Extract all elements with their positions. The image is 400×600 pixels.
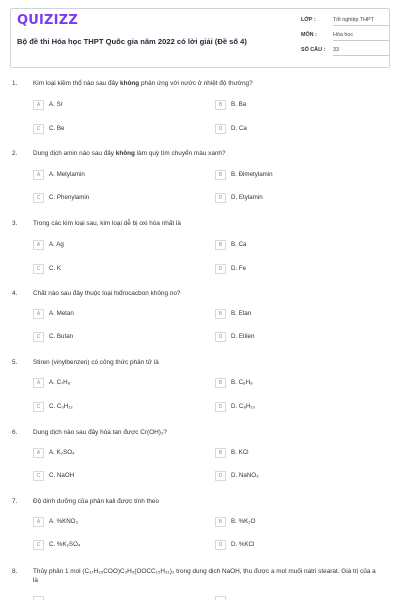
option-text: D. Etylamin <box>231 194 263 201</box>
option-badge-placeholder <box>33 596 44 600</box>
option-b[interactable] <box>215 378 375 392</box>
option-letter-badge: A <box>33 309 44 319</box>
quizizz-logo: QUIZIZZ <box>17 13 78 28</box>
option-letter-badge: B <box>215 309 226 319</box>
option-badge-placeholder <box>215 596 226 600</box>
option-b[interactable] <box>215 100 375 114</box>
option-c[interactable] <box>33 124 193 138</box>
option-letter-badge: D <box>215 264 226 274</box>
option-letter-badge: A <box>33 378 44 388</box>
option-d[interactable] <box>215 332 375 346</box>
option-a[interactable] <box>33 309 193 323</box>
option-c[interactable] <box>33 332 193 346</box>
option-letter-badge: B <box>215 517 226 527</box>
meta-key-subject: MÔN : <box>301 32 317 38</box>
option-d[interactable] <box>215 402 375 416</box>
question-text: Trong các kim loại sau, kim loại dễ bị oxi hóa nhất là <box>33 220 181 227</box>
option-letter-badge: C <box>33 193 44 203</box>
option-text: D. Etilen <box>231 333 255 340</box>
option-b[interactable] <box>215 170 375 184</box>
option-text: C. NaOH <box>49 472 75 479</box>
option-b[interactable] <box>215 448 375 462</box>
option-b[interactable] <box>215 309 375 323</box>
option-text: C. K <box>49 265 62 272</box>
option-text: B. %K₂O <box>231 518 256 525</box>
option-d[interactable] <box>215 193 375 207</box>
option-letter-badge: B <box>215 240 226 250</box>
option-text: C. Be <box>49 125 65 132</box>
meta-value-count: 33 <box>333 47 389 56</box>
worksheet-header <box>10 8 390 68</box>
option-text: B. Etan <box>231 310 252 317</box>
option-letter-badge: B <box>215 100 226 110</box>
question-number: 7. <box>12 498 18 505</box>
option-letter-badge: D <box>215 471 226 481</box>
option-c[interactable] <box>33 264 193 278</box>
option-text: D. Fe <box>231 265 247 272</box>
option-a[interactable] <box>33 517 193 531</box>
option-text: A. Ag <box>49 241 64 248</box>
option-a[interactable] <box>33 378 193 392</box>
option-b[interactable] <box>215 240 375 254</box>
option-text: A. Sr <box>49 101 63 108</box>
meta-row-subject <box>301 32 387 47</box>
question-number: 1. <box>12 80 18 87</box>
question-number: 3. <box>12 220 18 227</box>
meta-value-class: Tốt nghiệp THPT <box>333 17 389 26</box>
option-text: A. C₇H₈ <box>49 379 71 386</box>
worksheet-title: Bộ đề thi Hóa học THPT Quốc gia năm 2022 có lời giải (Đề số 4) <box>17 37 247 46</box>
option-letter-badge: A <box>33 448 44 458</box>
question-number: 6. <box>12 429 18 436</box>
option-letter-badge: A <box>33 170 44 180</box>
option-c[interactable] <box>33 471 193 485</box>
option-c[interactable] <box>33 402 193 416</box>
option-letter-badge: C <box>33 124 44 134</box>
option-letter-badge: A <box>33 100 44 110</box>
option-d[interactable] <box>215 124 375 138</box>
question-number: 4. <box>12 290 18 297</box>
question-number: 8. <box>12 568 18 575</box>
question-text: Độ dinh dưỡng của phân kali được tính theo <box>33 498 160 505</box>
option-d[interactable] <box>215 471 375 485</box>
option-text: D. %KCl <box>231 541 255 548</box>
option-text: B. KCl <box>231 449 249 456</box>
option-text: C. Phenylamin <box>49 194 90 201</box>
option-text: A. Metan <box>49 310 74 317</box>
option-letter-badge: D <box>215 540 226 550</box>
option-a[interactable] <box>33 170 193 184</box>
meta-key-count: SỐ CÂU : <box>301 47 326 53</box>
option-text: B. Ca <box>231 241 247 248</box>
option-letter-badge: A <box>33 240 44 250</box>
option-a[interactable] <box>33 240 193 254</box>
option-letter-badge: C <box>33 471 44 481</box>
option-letter-badge: C <box>33 332 44 342</box>
meta-block <box>301 17 387 62</box>
option-text: D. Ca <box>231 125 247 132</box>
option-letter-badge: D <box>215 124 226 134</box>
question-text: Dung dịch amin nào sau đây không làm quỳ tím chuyển màu xanh? <box>33 150 226 157</box>
meta-key-class: LỚP : <box>301 17 316 23</box>
option-letter-badge: C <box>33 264 44 274</box>
option-text: C. C₉H₁₂ <box>49 403 73 410</box>
option-text: C. Butan <box>49 333 74 340</box>
option-text: D. C₈H₁₀ <box>231 403 256 410</box>
option-text: B. Ba <box>231 101 247 108</box>
option-a[interactable] <box>33 448 193 462</box>
question-text: Thủy phân 1 mol (C₁₇H₃₅COO)C₃H₅(OOCC₁₅H₃₁)₂ trong dung dịch NaOH, thu được a mol muối natri stearat. Giá trị của a là <box>33 568 376 584</box>
question-number: 2. <box>12 150 18 157</box>
option-d[interactable] <box>215 264 375 278</box>
option-text: C. %K₂SO₄ <box>49 541 81 548</box>
option-c[interactable] <box>33 540 193 554</box>
meta-value-subject: Hóa học <box>333 32 389 41</box>
meta-row-count <box>301 47 387 62</box>
option-text: A. K₂SO₄ <box>49 449 75 456</box>
option-text: A. %KNO₃ <box>49 518 78 525</box>
question-text: Dung dịch nào sau đây hòa tan được Cr(OH)₃? <box>33 429 167 436</box>
option-letter-badge: A <box>33 517 44 527</box>
option-c[interactable] <box>33 193 193 207</box>
option-text: B. C₈H₈ <box>231 379 253 386</box>
question-text: Kim loại kiềm thổ nào sau đây không phản ứng với nước ở nhiệt độ thường? <box>33 80 253 87</box>
option-a[interactable] <box>33 100 193 114</box>
option-text: D. NaNO₃ <box>231 472 259 479</box>
option-letter-badge: B <box>215 170 226 180</box>
option-text: B. Đimetylamin <box>231 171 273 178</box>
option-b[interactable] <box>215 517 375 531</box>
meta-row-class <box>301 17 387 32</box>
option-letter-badge: D <box>215 402 226 412</box>
option-letter-badge: C <box>33 540 44 550</box>
option-letter-badge: B <box>215 378 226 388</box>
option-letter-badge: B <box>215 448 226 458</box>
option-text: A. Metylamin <box>49 171 85 178</box>
question-text: Chất nào sau đây thuộc loại hiđrocacbon không no? <box>33 290 181 297</box>
question-number: 5. <box>12 359 18 366</box>
option-d[interactable] <box>215 540 375 554</box>
option-letter-badge: D <box>215 332 226 342</box>
option-letter-badge: D <box>215 193 226 203</box>
option-letter-badge: C <box>33 402 44 412</box>
question-text: Stiren (vinylbenzen) có công thức phân tử là <box>33 359 159 366</box>
